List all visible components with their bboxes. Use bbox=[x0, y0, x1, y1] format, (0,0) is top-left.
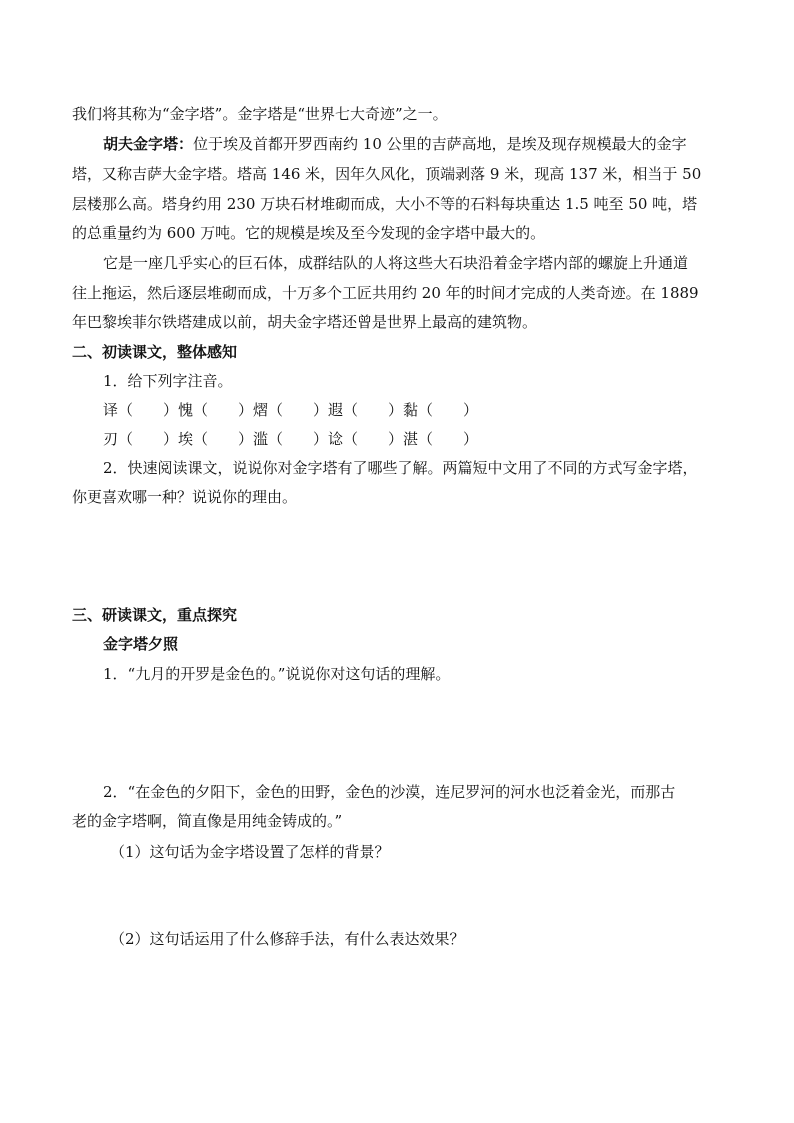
question-text: 1．“九月的开罗是金色的。”说说你对这句话的理解。 bbox=[103, 665, 451, 683]
paragraph-line: 我们将其称为“金字塔”。金字塔是“世界七大奇迹”之一。 bbox=[72, 105, 448, 123]
sub-question: （1）这句话为金字塔设置了怎样的背景？ bbox=[110, 843, 390, 861]
pinyin-row: 刃（ ）埃（ ）滥（ ）谂（ ）湛（ ） bbox=[103, 430, 479, 448]
paragraph-line bbox=[103, 134, 763, 154]
subsection-title: 金字塔夕照 bbox=[103, 635, 179, 653]
question-text: 老的金字塔啊，简直像是用纯金铸成的。” bbox=[72, 812, 343, 830]
section-heading: 三、研读课文，重点探究 bbox=[72, 606, 238, 624]
paragraph-line: 的总重量约为 600 万吨。它的规模是埃及至今发现的金字塔中最大的。 bbox=[72, 224, 546, 242]
pinyin-row: 译（ ）愧（ ）熠（ ）遐（ ）黏（ ） bbox=[103, 401, 479, 419]
sub-question: （2）这句话运用了什么修辞手法，有什么表达效果？ bbox=[110, 930, 465, 948]
question-text: 2．快速阅读课文，说说你对金字塔有了哪些了解。两篇短中文用了不同的方式写金字塔， bbox=[103, 459, 698, 477]
paragraph-line: 它是一座几乎实心的巨石体，成群结队的人将这些大石块沿着金字塔内部的螺旋上升通道 bbox=[103, 254, 689, 272]
paragraph-line: 塔，又称吉萨大金字塔。塔高 146 米，因年久风化，顶端剥落 9 米，现高 137 米，相当于 50 bbox=[72, 165, 702, 183]
paragraph-text: 位于埃及首都开罗西南约 10 公里的吉萨高地，是埃及现存规模最大的金字 bbox=[193, 135, 687, 153]
section-heading: 二、初读课文，整体感知 bbox=[72, 343, 238, 361]
term-label: 胡夫金字塔： bbox=[103, 135, 194, 153]
paragraph-line: 层楼那么高。塔身约用 230 万块石材堆砌而成，大小不等的石料每块重达 1.5 吨至 50 吨，塔 bbox=[72, 195, 698, 213]
question-text: 你更喜欢哪一种？说说你的理由。 bbox=[72, 488, 298, 506]
paragraph-line: 年巴黎埃菲尔铁塔建成以前，胡夫金字塔还曾是世界上最高的建筑物。 bbox=[72, 313, 538, 331]
paragraph-line: 往上拖运，然后逐层堆砌而成，十万多个工匠共用约 20 年的时间才完成的人类奇迹。在 1889 bbox=[72, 284, 699, 302]
question-text: 1．给下列字注音。 bbox=[103, 372, 233, 390]
question-text: 2．“在金色的夕阳下，金色的田野，金色的沙漠，连尼罗河的河水也泛着金光，而那古 bbox=[103, 783, 676, 801]
